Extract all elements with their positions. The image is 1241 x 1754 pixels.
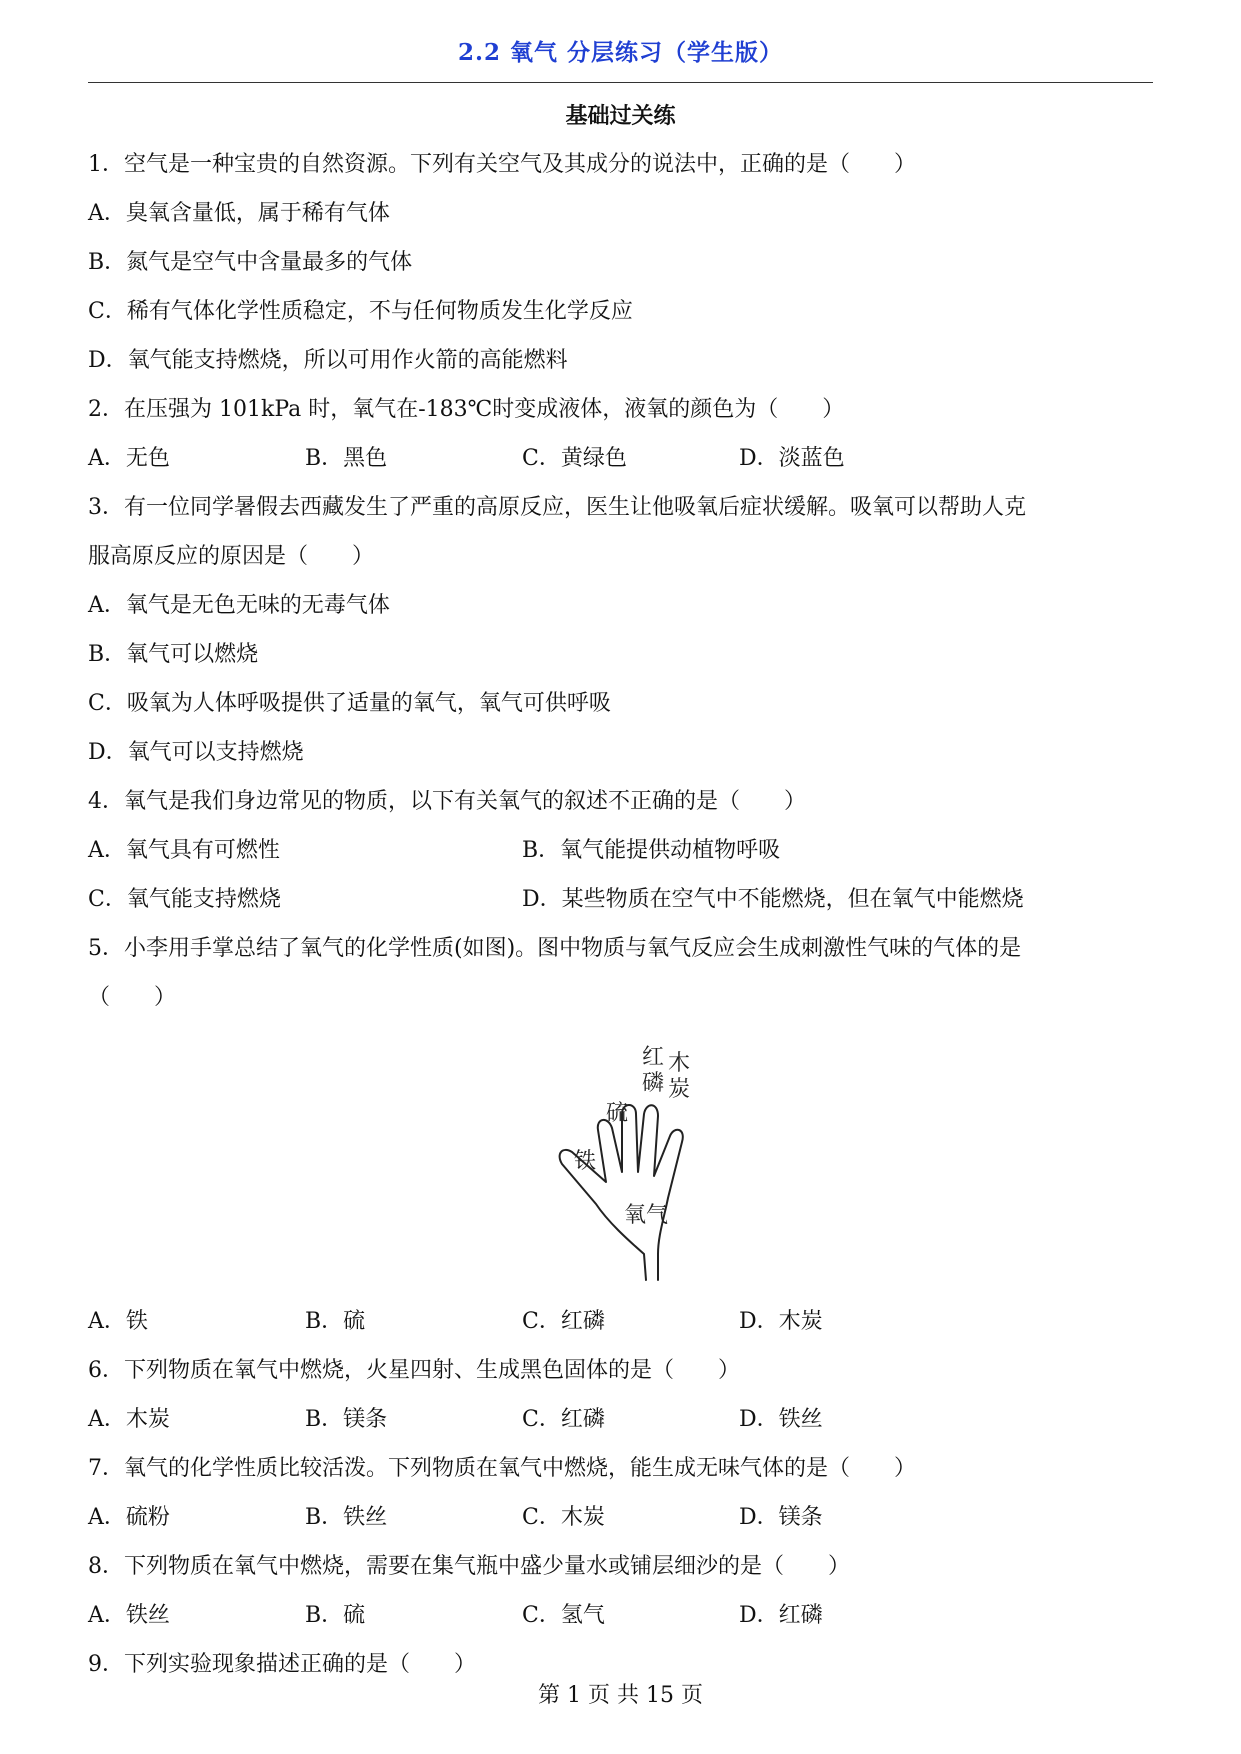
options-row-2 — [88, 875, 1158, 924]
question-3 — [88, 483, 1158, 777]
option-c: C．红磷 — [522, 1407, 605, 1432]
option-d: D．红磷 — [739, 1603, 823, 1628]
label-phosphorus: 磷 — [642, 1071, 665, 1096]
header-divider — [88, 82, 1153, 83]
option-c: C．稀有气体化学性质稳定，不与任何物质发生化学反应 — [88, 299, 633, 324]
question-stem: 6．下列物质在氧气中燃烧，火星四射、生成黑色固体的是（ ） — [88, 1358, 740, 1383]
question-stem-line-2: 服高原反应的原因是（ ） — [88, 544, 375, 569]
option-d: D．某些物质在空气中不能燃烧，但在氧气中能燃烧 — [522, 887, 1024, 912]
question-7 — [88, 1444, 1158, 1542]
option-d: D．镁条 — [739, 1505, 823, 1530]
question-8 — [88, 1542, 1158, 1640]
label-sulfur: 硫 — [606, 1101, 629, 1126]
document-title: 2.2 氧气 分层练习（学生版） — [457, 39, 784, 66]
option-d: D．氧气能支持燃烧，所以可用作火箭的高能燃料 — [88, 348, 568, 373]
label-wood: 木 — [668, 1051, 691, 1076]
option-d: D．木炭 — [739, 1309, 823, 1334]
question-stem-line-2: （ ） — [88, 985, 177, 1010]
question-2 — [88, 385, 1158, 483]
question-6 — [88, 1346, 1158, 1444]
option-c: C．氧气能支持燃烧 — [88, 887, 281, 912]
option-a: A．铁 — [88, 1309, 148, 1334]
option-a: A．氧气是无色无味的无毒气体 — [88, 593, 390, 618]
option-a: A．木炭 — [88, 1407, 170, 1432]
label-red: 红 — [642, 1045, 665, 1070]
label-oxygen: 氧气 — [624, 1203, 669, 1228]
options-row — [88, 1493, 1158, 1542]
question-stem: 8．下列物质在氧气中燃烧，需要在集气瓶中盛少量水或铺层细沙的是（ ） — [88, 1554, 850, 1579]
section-title: 基础过关练 — [565, 103, 676, 129]
options-row — [88, 434, 1158, 483]
question-4 — [88, 777, 1158, 924]
option-a: A．硫粉 — [88, 1505, 170, 1530]
hand-figure — [88, 1022, 1158, 1297]
option-b: B．硫 — [305, 1309, 366, 1334]
page-number: 第 1 页 共 15 页 — [538, 1683, 703, 1708]
question-stem: 1．空气是一种宝贵的自然资源。下列有关空气及其成分的说法中，正确的是（ ） — [88, 152, 916, 177]
question-stem: 2．在压强为 101kPa 时，氧气在-183℃时变成液体，液氧的颜色为（ ） — [88, 397, 845, 422]
option-c: C．木炭 — [522, 1505, 605, 1530]
question-5 — [88, 924, 1158, 1346]
question-stem-line-1: 3．有一位同学暑假去西藏发生了严重的高原反应，医生让他吸氧后症状缓解。吸氧可以帮助人克 — [88, 495, 1027, 520]
option-a: A．无色 — [88, 446, 170, 471]
option-b: B．铁丝 — [305, 1505, 388, 1530]
question-stem: 7．氧气的化学性质比较活泼。下列物质在氧气中燃烧，能生成无味气体的是（ ） — [88, 1456, 916, 1481]
question-1 — [88, 140, 1158, 385]
option-b: B．硫 — [305, 1603, 366, 1628]
option-c: C．红磷 — [522, 1309, 605, 1334]
option-c: C．黄绿色 — [522, 446, 627, 471]
label-iron: 铁 — [574, 1149, 597, 1174]
options-row — [88, 1297, 1158, 1346]
label-charcoal: 炭 — [668, 1077, 691, 1102]
question-stem: 9．下列实验现象描述正确的是（ ） — [88, 1652, 476, 1677]
hand-diagram — [528, 1032, 778, 1282]
option-b: B．氧气可以燃烧 — [88, 642, 259, 667]
option-b: B．镁条 — [305, 1407, 388, 1432]
option-b: B．氧气能提供动植物呼吸 — [522, 838, 781, 863]
option-a: A．铁丝 — [88, 1603, 170, 1628]
option-c: C．吸氧为人体呼吸提供了适量的氧气，氧气可供呼吸 — [88, 691, 611, 716]
options-row — [88, 1591, 1158, 1640]
hand-outline — [560, 1105, 683, 1280]
options-row — [88, 1395, 1158, 1444]
question-stem-line-1: 5．小李用手掌总结了氧气的化学性质(如图)。图中物质与氧气反应会生成刺激性气味的气体的是 — [88, 936, 1022, 961]
option-b: B．黑色 — [305, 446, 388, 471]
option-c: C．氢气 — [522, 1603, 605, 1628]
option-d: D．铁丝 — [739, 1407, 823, 1432]
option-a: A．臭氧含量低，属于稀有气体 — [88, 201, 390, 226]
option-d: D．淡蓝色 — [739, 446, 845, 471]
option-d: D．氧气可以支持燃烧 — [88, 740, 304, 765]
question-list — [88, 140, 1158, 1689]
options-row-1 — [88, 826, 1158, 875]
question-stem: 4．氧气是我们身边常见的物质，以下有关氧气的叙述不正确的是（ ） — [88, 789, 806, 814]
option-a: A．氧气具有可燃性 — [88, 838, 280, 863]
option-b: B．氮气是空气中含量最多的气体 — [88, 250, 413, 275]
